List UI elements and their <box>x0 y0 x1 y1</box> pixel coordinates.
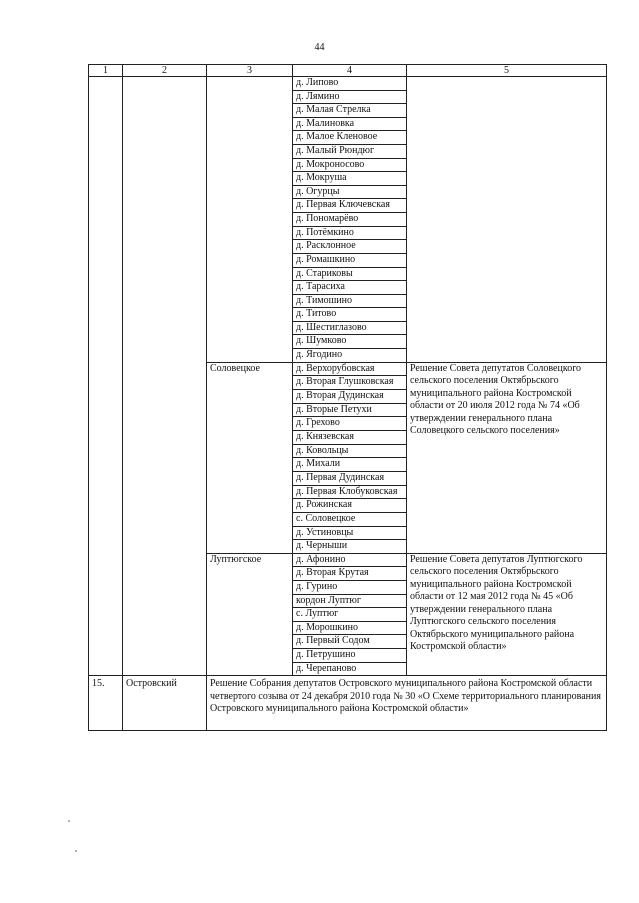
settlement-item: д. Огурцы <box>293 186 406 200</box>
settlement-item: д. Гурино <box>293 581 406 595</box>
settlement-item: д. Первая Дудинская <box>293 472 406 486</box>
settlement-item: д. Ягодино <box>296 349 343 361</box>
decision-cell: Решение Собрания депутатов Островского муниципального района Костромской области четвертого созыва от 24 декабря 2010 года № 30 «О Схеме территориального планирования Островского муниципального района Костромской области» <box>207 676 607 731</box>
settlement-item: д. Михали <box>293 458 406 472</box>
settlement-item: д. Вторая Дудинская <box>293 390 406 404</box>
settlement-item: д. Первая Ключевская <box>293 199 406 213</box>
settlement-item: д. Малое Кленовое <box>293 131 406 145</box>
settlements-list-cell <box>293 77 407 363</box>
settlement-name-cell <box>207 77 293 363</box>
column-header-5: 5 <box>407 65 607 77</box>
settlement-item: с. Соловецкое <box>293 513 406 527</box>
settlement-item: д. Тимошино <box>293 295 406 309</box>
settlement-item: д. Лямино <box>293 91 406 105</box>
settlement-item: д. Липово <box>293 77 406 91</box>
settlement-item: д. Петрушино <box>293 649 406 663</box>
settlement-item: д. Верхорубовская <box>293 363 406 377</box>
settlement-item: д. Черепаново <box>296 662 357 674</box>
settlement-item: д. Вторые Петухи <box>293 404 406 418</box>
settlement-item: д. Вторая Глушковская <box>293 376 406 390</box>
settlements-table <box>88 64 607 731</box>
settlement-item: д. Титово <box>293 308 406 322</box>
settlements-list-cell <box>293 553 407 675</box>
district-cell: Островский <box>123 676 207 731</box>
row-number-cell: 15. <box>89 676 123 731</box>
settlement-item: д. Стариковы <box>293 268 406 282</box>
settlement-item: д. Рожинская <box>293 499 406 513</box>
settlement-item: кордон Луптюг <box>293 595 406 609</box>
settlement-item: д. Мокроносово <box>293 159 406 173</box>
settlement-item: д. Ромашкино <box>293 254 406 268</box>
settlement-item: д. Малая Стрелка <box>293 104 406 118</box>
settlement-name-cell: Луптюгское <box>207 553 293 675</box>
table-row <box>89 676 607 731</box>
header-row <box>89 65 607 77</box>
settlements-list-cell <box>293 362 407 553</box>
settlement-item: д. Шумково <box>293 335 406 349</box>
settlement-item: д. Пономарёво <box>293 213 406 227</box>
decision-cell: Решение Совета депутатов Соловецкого сельского поселения Октябрьского муниципального района Костромской области от 20 июля 2012 года № 74 «Об утверждении генерального плана Соловецкого сельского поселения» <box>407 362 607 553</box>
settlement-item: д. Ковольцы <box>293 445 406 459</box>
settlement-item: д. Мокруша <box>293 172 406 186</box>
row-number-cell <box>89 77 123 676</box>
settlement-item: д. Князевская <box>293 431 406 445</box>
settlement-item: д. Афонино <box>293 554 406 568</box>
settlement-item: д. Устиновцы <box>293 527 406 541</box>
settlement-item: д. Грехово <box>293 417 406 431</box>
district-cell <box>123 77 207 676</box>
settlement-item: д. Черныши <box>296 540 348 552</box>
scan-speck <box>75 850 77 852</box>
column-header-3: 3 <box>207 65 293 77</box>
settlement-item: д. Потёмкино <box>293 227 406 241</box>
table-row <box>89 77 607 363</box>
settlement-item: д. Вторая Крутая <box>293 567 406 581</box>
column-header-2: 2 <box>123 65 207 77</box>
settlement-item: д. Расклонное <box>293 240 406 254</box>
settlement-item: д. Тарасиха <box>293 281 406 295</box>
decision-cell <box>407 77 607 363</box>
decision-cell: Решение Совета депутатов Луптюгского сельского поселения Октябрьского муниципального района Костромской области от 12 мая 2012 года № 45 «Об утверждении генерального плана Луптюгского сельского поселения Октябрьского муниципального района Костромской области» <box>407 553 607 675</box>
settlement-item: д. Малиновка <box>293 118 406 132</box>
settlement-item: д. Морошкино <box>293 622 406 636</box>
settlement-item: с. Луптюг <box>293 608 406 622</box>
scan-speck <box>68 820 70 822</box>
page-number: 44 <box>314 42 325 53</box>
settlement-item: д. Шестиглазово <box>293 322 406 336</box>
settlement-item: д. Первая Клобуковская <box>293 486 406 500</box>
column-header-1: 1 <box>89 65 123 77</box>
settlement-item: д. Малый Рюндюг <box>293 145 406 159</box>
settlement-name-cell: Соловецкое <box>207 362 293 553</box>
column-header-4: 4 <box>293 65 407 77</box>
settlement-item: д. Первый Содом <box>293 635 406 649</box>
